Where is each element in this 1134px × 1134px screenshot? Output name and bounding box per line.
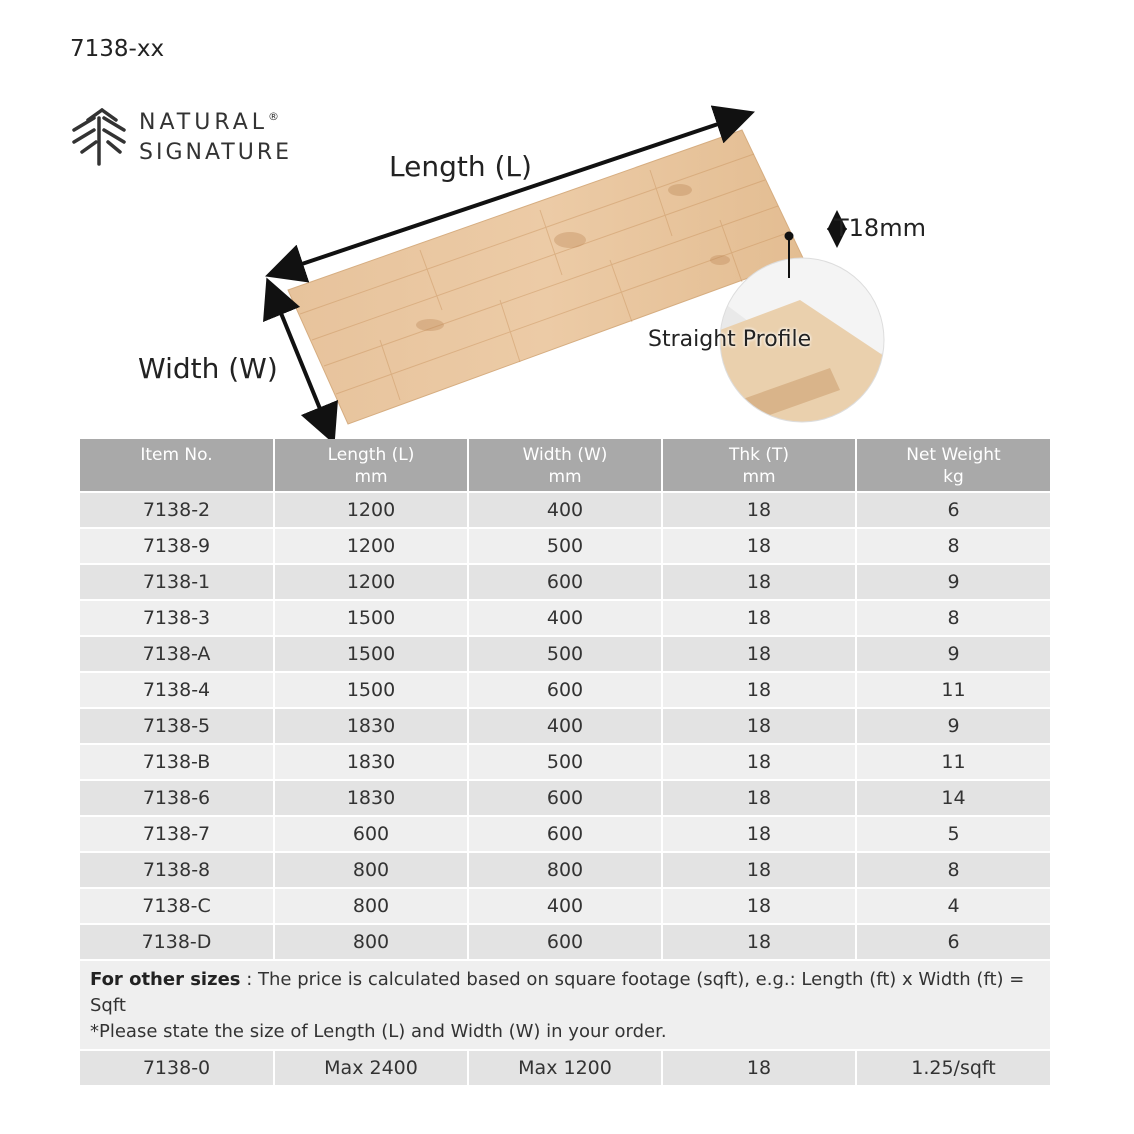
table-row xyxy=(80,852,1050,888)
cell-width: 400 xyxy=(468,888,662,924)
table-row xyxy=(80,672,1050,708)
cell-item-no: 7138-4 xyxy=(80,672,274,708)
cell-width: 500 xyxy=(468,528,662,564)
cell-width: 600 xyxy=(468,924,662,960)
cell-item-no: 7138-9 xyxy=(80,528,274,564)
table-header-row xyxy=(80,439,1050,492)
cell-width: 600 xyxy=(468,816,662,852)
other-sizes-note xyxy=(80,960,1050,1050)
cell-thickness: 18 xyxy=(662,852,856,888)
cell-width: 800 xyxy=(468,852,662,888)
cell-thickness: 18 xyxy=(662,1050,856,1085)
cell-thickness: 18 xyxy=(662,492,856,528)
brand-name-line1: NATURAL® xyxy=(139,110,284,135)
cell-width: 600 xyxy=(468,672,662,708)
header-thickness: Thk (T) mm xyxy=(662,439,856,492)
cell-net-weight: 6 xyxy=(856,492,1050,528)
cell-net-weight: 11 xyxy=(856,744,1050,780)
custom-size-row xyxy=(80,1050,1050,1085)
cell-item-no: 7138-1 xyxy=(80,564,274,600)
cell-length: 1500 xyxy=(274,672,468,708)
cell-thickness: 18 xyxy=(662,780,856,816)
table-row xyxy=(80,888,1050,924)
cell-width: 500 xyxy=(468,636,662,672)
cell-net-weight: 11 xyxy=(856,672,1050,708)
cell-length: 1830 xyxy=(274,780,468,816)
cell-thickness: 18 xyxy=(662,744,856,780)
cell-item-no: 7138-8 xyxy=(80,852,274,888)
header-item-no: Item No. xyxy=(80,439,274,492)
profile-pointer-dot xyxy=(785,232,794,241)
note-text: : The price is calculated based on square footage (sqft), e.g.: Length (ft) x Width (ft) = Sqft xyxy=(90,969,1025,1016)
cell-net-weight: 8 xyxy=(856,600,1050,636)
cell-net-weight: 9 xyxy=(856,636,1050,672)
brand-name-line2: SIGNATURE xyxy=(139,140,293,165)
table-row xyxy=(80,744,1050,780)
table-row xyxy=(80,816,1050,852)
cell-item-no: 7138-A xyxy=(80,636,274,672)
cell-net-weight: 8 xyxy=(856,852,1050,888)
cell-net-weight: 14 xyxy=(856,780,1050,816)
cell-width: 400 xyxy=(468,492,662,528)
cell-thickness: 18 xyxy=(662,672,856,708)
other-sizes-note-row xyxy=(80,960,1050,1050)
header-width: Width (W) mm xyxy=(468,439,662,492)
header-net-weight: Net Weight kg xyxy=(856,439,1050,492)
cell-thickness: 18 xyxy=(662,816,856,852)
cell-length: 800 xyxy=(274,924,468,960)
table-row xyxy=(80,924,1050,960)
cell-thickness: 18 xyxy=(662,924,856,960)
cell-length: 1200 xyxy=(274,528,468,564)
table-row xyxy=(80,564,1050,600)
cell-length: 1830 xyxy=(274,708,468,744)
cell-item-no: 7138-0 xyxy=(80,1050,274,1085)
cell-length: Max 2400 xyxy=(274,1050,468,1085)
cell-thickness: 18 xyxy=(662,564,856,600)
profile-label: Straight Profile xyxy=(648,327,812,352)
cell-width: Max 1200 xyxy=(468,1050,662,1085)
cell-length: 1200 xyxy=(274,564,468,600)
cell-item-no: 7138-B xyxy=(80,744,274,780)
model-number: 7138-xx xyxy=(70,36,165,62)
table-row xyxy=(80,600,1050,636)
cell-length: 800 xyxy=(274,888,468,924)
cell-thickness: 18 xyxy=(662,636,856,672)
cell-item-no: 7138-D xyxy=(80,924,274,960)
width-label: Width (W) xyxy=(138,352,278,385)
cell-net-weight: 9 xyxy=(856,564,1050,600)
note-heading: For other sizes xyxy=(90,969,241,990)
cell-item-no: 7138-C xyxy=(80,888,274,924)
note-line2: *Please state the size of Length (L) and Width (W) in your order. xyxy=(90,1021,667,1042)
cell-net-weight: 9 xyxy=(856,708,1050,744)
cell-width: 400 xyxy=(468,708,662,744)
cell-length: 800 xyxy=(274,852,468,888)
cell-length: 1500 xyxy=(274,636,468,672)
tabletop-diagram xyxy=(0,100,1134,440)
header-length: Length (L) mm xyxy=(274,439,468,492)
cell-thickness: 18 xyxy=(662,600,856,636)
cell-length: 1500 xyxy=(274,600,468,636)
cell-length: 600 xyxy=(274,816,468,852)
cell-net-weight: 1.25/sqft xyxy=(856,1050,1050,1085)
cell-width: 500 xyxy=(468,744,662,780)
table-row xyxy=(80,636,1050,672)
table-row xyxy=(80,528,1050,564)
length-label: Length (L) xyxy=(389,150,532,183)
cell-item-no: 7138-2 xyxy=(80,492,274,528)
cell-length: 1200 xyxy=(274,492,468,528)
spec-table xyxy=(80,439,1050,1085)
cell-thickness: 18 xyxy=(662,708,856,744)
table-row xyxy=(80,708,1050,744)
cell-item-no: 7138-5 xyxy=(80,708,274,744)
cell-net-weight: 6 xyxy=(856,924,1050,960)
cell-thickness: 18 xyxy=(662,528,856,564)
cell-width: 400 xyxy=(468,600,662,636)
tabletop-board xyxy=(288,130,803,424)
cell-length: 1830 xyxy=(274,744,468,780)
cell-width: 600 xyxy=(468,780,662,816)
table-row xyxy=(80,492,1050,528)
cell-item-no: 7138-3 xyxy=(80,600,274,636)
cell-net-weight: 8 xyxy=(856,528,1050,564)
thickness-label: T18mm xyxy=(834,214,926,242)
cell-thickness: 18 xyxy=(662,888,856,924)
cell-item-no: 7138-6 xyxy=(80,780,274,816)
cell-net-weight: 4 xyxy=(856,888,1050,924)
cell-item-no: 7138-7 xyxy=(80,816,274,852)
table-row xyxy=(80,780,1050,816)
cell-net-weight: 5 xyxy=(856,816,1050,852)
cell-width: 600 xyxy=(468,564,662,600)
